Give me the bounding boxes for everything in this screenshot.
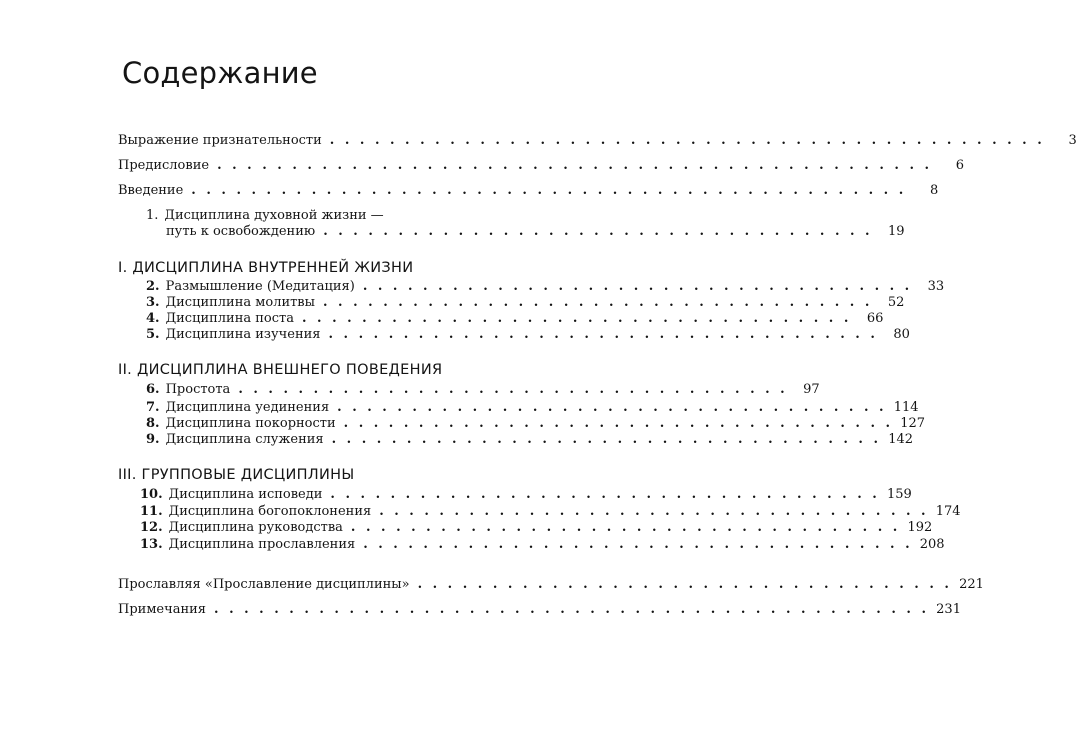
- toc-chapter-number: 13.: [140, 537, 163, 552]
- toc-chapter-number: 6.: [146, 382, 160, 397]
- toc-entry-page: 80: [893, 327, 910, 342]
- toc-entry-page: 221: [959, 577, 984, 592]
- toc-entry-label: Прославляя «Прославление дисциплины»: [118, 577, 410, 592]
- toc-chapter-label-continued: путь к освобождению: [166, 224, 316, 239]
- toc-chapter-number: 11.: [140, 504, 163, 519]
- toc-leader-dots: . . . . . . . . . . . . . . . . . . . . . . . . . . . . . . . . . . . . .: [343, 416, 894, 431]
- toc-leader-dots: . . . . . . . . . . . . . . . . . . . . . . . . . . . . . . . . . . . . .: [330, 487, 880, 502]
- section-heading: III. ГРУППОВЫЕ ДИСЦИПЛИНЫ: [118, 467, 355, 483]
- toc-chapter[interactable]: [140, 535, 945, 555]
- toc-chapter-label: Дисциплина уединения: [165, 400, 330, 415]
- page-title: Содержание: [122, 56, 318, 90]
- toc-entry-label: Введение: [118, 183, 184, 198]
- toc-entry-page: 33: [927, 279, 945, 294]
- toc-entry[interactable]: [118, 181, 939, 201]
- toc-leader-dots: . . . . . . . . . . . . . . . . . . . . . . . . . . . . . . . . . . . .: [417, 577, 952, 592]
- toc-chapter-number: 2.: [146, 279, 160, 294]
- toc-entry-page: 66: [866, 311, 884, 326]
- toc-entry-page: 127: [900, 416, 926, 431]
- toc-entry[interactable]: [118, 575, 984, 595]
- toc-entry-label: Предисловие: [118, 158, 210, 173]
- toc-entry-page: 6: [955, 158, 965, 173]
- toc-chapter-label: Простота: [165, 382, 231, 397]
- toc-leader-dots: . . . . . . . . . . . . . . . . . . . . . . . . . . . . . . . . . . . . . . . . . . . . . . . .: [214, 602, 929, 617]
- section-heading: II. ДИСЦИПЛИНА ВНЕШНЕГО ПОВЕДЕНИЯ: [118, 362, 443, 378]
- toc-leader-dots: . . . . . . . . . . . . . . . . . . . . . . . . . . . . . . . . . . . . .: [301, 311, 852, 326]
- toc-chapter-number: 8.: [146, 416, 160, 431]
- toc-entry-page: 142: [888, 432, 914, 447]
- toc-leader-dots: . . . . . . . . . . . . . . . . . . . . . . . . . . . . . . . . . . . . .: [350, 520, 901, 535]
- toc-chapter-label: Дисциплина исповеди: [168, 487, 323, 502]
- toc-entry[interactable]: [118, 156, 965, 176]
- toc-chapter[interactable]: [146, 325, 910, 345]
- toc-chapter-label: Дисциплина руководства: [168, 520, 343, 535]
- toc-chapter-label: Размышление (Медитация): [165, 279, 355, 294]
- toc-chapter[interactable]: [146, 430, 914, 450]
- toc-entry-label: Выражение признательности: [118, 133, 322, 148]
- toc-entry-page: 114: [893, 400, 919, 415]
- toc-chapter-number: 3.: [146, 295, 160, 310]
- toc-chapter-label: Дисциплина покорности: [165, 416, 336, 431]
- toc-leader-dots: . . . . . . . . . . . . . . . . . . . . . . . . . . . . . . . . . . . . .: [322, 295, 873, 310]
- toc-chapter-label: Дисциплина духовной жизни —: [164, 208, 384, 223]
- toc-entry-page: 97: [803, 382, 820, 397]
- toc-chapter-number: 4.: [146, 311, 160, 326]
- toc-chapter-number: 7.: [146, 400, 160, 415]
- toc-chapter-label: Дисциплина поста: [165, 311, 294, 326]
- toc-leader-dots: . . . . . . . . . . . . . . . . . . . . . . . . . . . . . . . . . . . . .: [331, 432, 882, 447]
- toc-chapter-number: 9.: [146, 432, 160, 447]
- toc-entry-page: 8: [929, 183, 939, 198]
- toc-chapter-label: Дисциплина прославления: [168, 537, 356, 552]
- toc-entry[interactable]: [118, 131, 1077, 151]
- toc-chapter-1-line2[interactable]: [166, 222, 905, 242]
- toc-chapter-number: 12.: [140, 520, 163, 535]
- toc-entry-page: 231: [936, 602, 961, 617]
- toc-leader-dots: . . . . . . . . . . . . . . . . . . . . . . . . . . . . . . . . . . . . .: [362, 279, 913, 294]
- toc-chapter-number: 5.: [146, 327, 160, 342]
- toc-leader-dots: . . . . . . . . . . . . . . . . . . . . . . . . . . . . . . . . . . . . .: [328, 327, 878, 342]
- toc-entry-label: Примечания: [118, 602, 207, 617]
- toc-leader-dots: . . . . . . . . . . . . . . . . . . . . . . . . . . . . . . . . . . . . . . . . . . . . . . . .: [191, 183, 907, 198]
- toc-leader-dots: . . . . . . . . . . . . . . . . . . . . . . . . . . . . . . . . . . . . .: [323, 224, 873, 239]
- toc-chapter[interactable]: [146, 380, 820, 400]
- toc-entry[interactable]: [118, 600, 961, 620]
- toc-entry-page: 159: [886, 487, 912, 502]
- toc-leader-dots: . . . . . . . . . . . . . . . . . . . . . . . . . . . . . . . . . . . . . . . . . . . . . . . .: [217, 158, 933, 173]
- toc-entry-page: 52: [887, 295, 905, 310]
- toc-leader-dots: . . . . . . . . . . . . . . . . . . . . . . . . . . . . . . . . . . . . .: [337, 400, 887, 415]
- toc-entry-page: 208: [919, 537, 945, 552]
- toc-leader-dots: . . . . . . . . . . . . . . . . . . . . . . . . . . . . . . . . . . . . . . . . . . . . . . . .: [329, 133, 1045, 148]
- toc-entry-page: 19: [888, 224, 905, 239]
- toc-leader-dots: . . . . . . . . . . . . . . . . . . . . . . . . . . . . . . . . . . . . .: [238, 382, 788, 397]
- toc-chapter-label: Дисциплина молитвы: [165, 295, 315, 310]
- toc-entry-page: 174: [935, 504, 961, 519]
- toc-chapter-label: Дисциплина служения: [165, 432, 324, 447]
- section-heading: I. ДИСЦИПЛИНА ВНУТРЕННЕЙ ЖИЗНИ: [118, 260, 414, 276]
- toc-chapter-number: 1.: [146, 208, 159, 223]
- toc-leader-dots: . . . . . . . . . . . . . . . . . . . . . . . . . . . . . . . . . . . . .: [363, 537, 913, 552]
- toc-entry-page: 3: [1068, 133, 1077, 148]
- toc-chapter-label: Дисциплина богопоклонения: [168, 504, 372, 519]
- toc-leader-dots: . . . . . . . . . . . . . . . . . . . . . . . . . . . . . . . . . . . . .: [379, 504, 929, 519]
- toc-chapter-label: Дисциплина изучения: [165, 327, 321, 342]
- toc-entry-page: 192: [907, 520, 933, 535]
- toc-chapter-number: 10.: [140, 487, 163, 502]
